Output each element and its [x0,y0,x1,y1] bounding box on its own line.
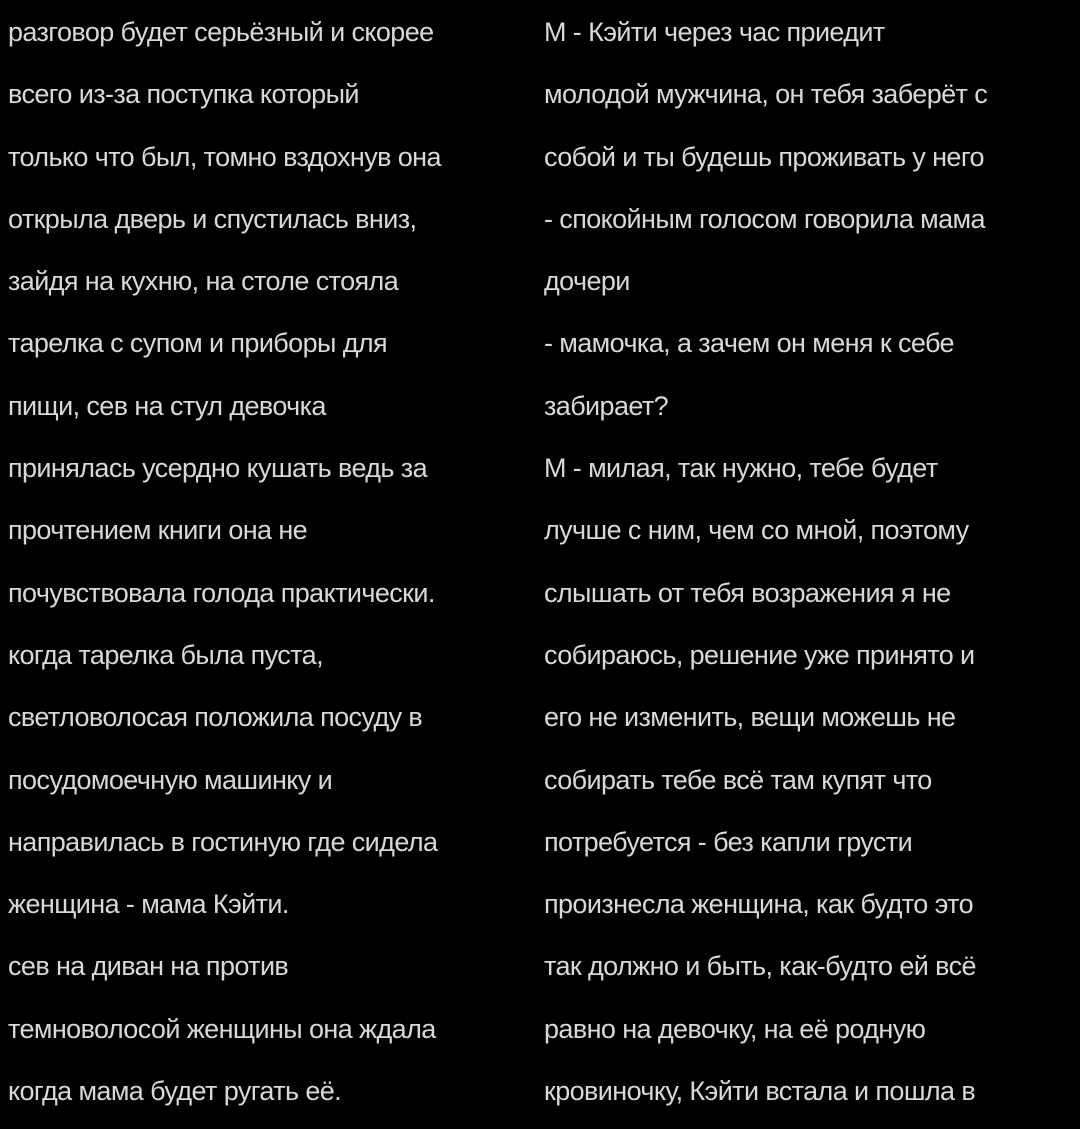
text-line: М - милая, так нужно, тебе будет [544,453,938,484]
text-line: забирает? [544,390,669,421]
text-line: светловолосая положила посуду в [8,702,423,733]
text-line: так должно и быть, как-будто ей всё [544,951,976,982]
text-line: сев на диван на против [8,951,289,982]
text-line: произнесла женщина, как будто это [544,889,974,920]
text-line: только что был, томно вздохнув она [8,141,441,172]
text-line: собой и ты будешь проживать у него [544,141,984,172]
text-line: молодой мужчина, он тебя заберёт с [544,79,988,110]
text-line: тарелка с супом и приборы для [8,328,388,359]
text-line: слышать от тебя возражения я не [544,577,951,608]
text-line: посудомоечную машинку и [8,764,333,795]
text-line: зайдя на кухню, на столе стояла [8,266,399,297]
text-line: направилась в гостиную где сидела [8,826,438,857]
text-line: почувствовала голода практически. [8,577,435,608]
text-line: когда мама будет ругать её. [8,1076,342,1107]
text-line: женщина - мама Кэйти. [8,889,289,920]
text-line: пищи, сев на стул девочка [8,390,326,421]
text-line: когда тарелка была пуста, [8,639,323,670]
text-line: - спокойным голосом говорила мама [544,203,985,234]
left-text-column [8,8,534,1129]
text-line: всего из-за поступка который [8,79,359,110]
text-line: потребуется - без капли грусти [544,826,913,857]
text-line: лучше с ним, чем со мной, поэтому [544,515,969,546]
right-text-column [544,8,1076,1129]
text-line: собираюсь, решение уже принято и [544,639,975,670]
text-line: открыла дверь и спустилась вниз, [8,203,417,234]
text-line: - мамочка, а зачем он меня к себе [544,328,954,359]
text-line: принялась усердно кушать ведь за [8,453,427,484]
text-line: М - Кэйти через час приедит [544,17,885,47]
text-line: собирать тебе всё там купят что [544,764,932,795]
text-line: дочери [544,266,630,297]
text-line: его не изменить, вещи можешь не [544,702,956,733]
text-line: разговор будет серьёзный и скорее [8,17,434,47]
text-line: равно на девочку, на её родную [544,1013,926,1044]
text-line: прочтением книги она не [8,515,308,546]
text-line: кровиночку, Кэйти встала и пошла в [544,1076,976,1107]
text-line: темноволосой женщины она ждала [8,1013,436,1044]
